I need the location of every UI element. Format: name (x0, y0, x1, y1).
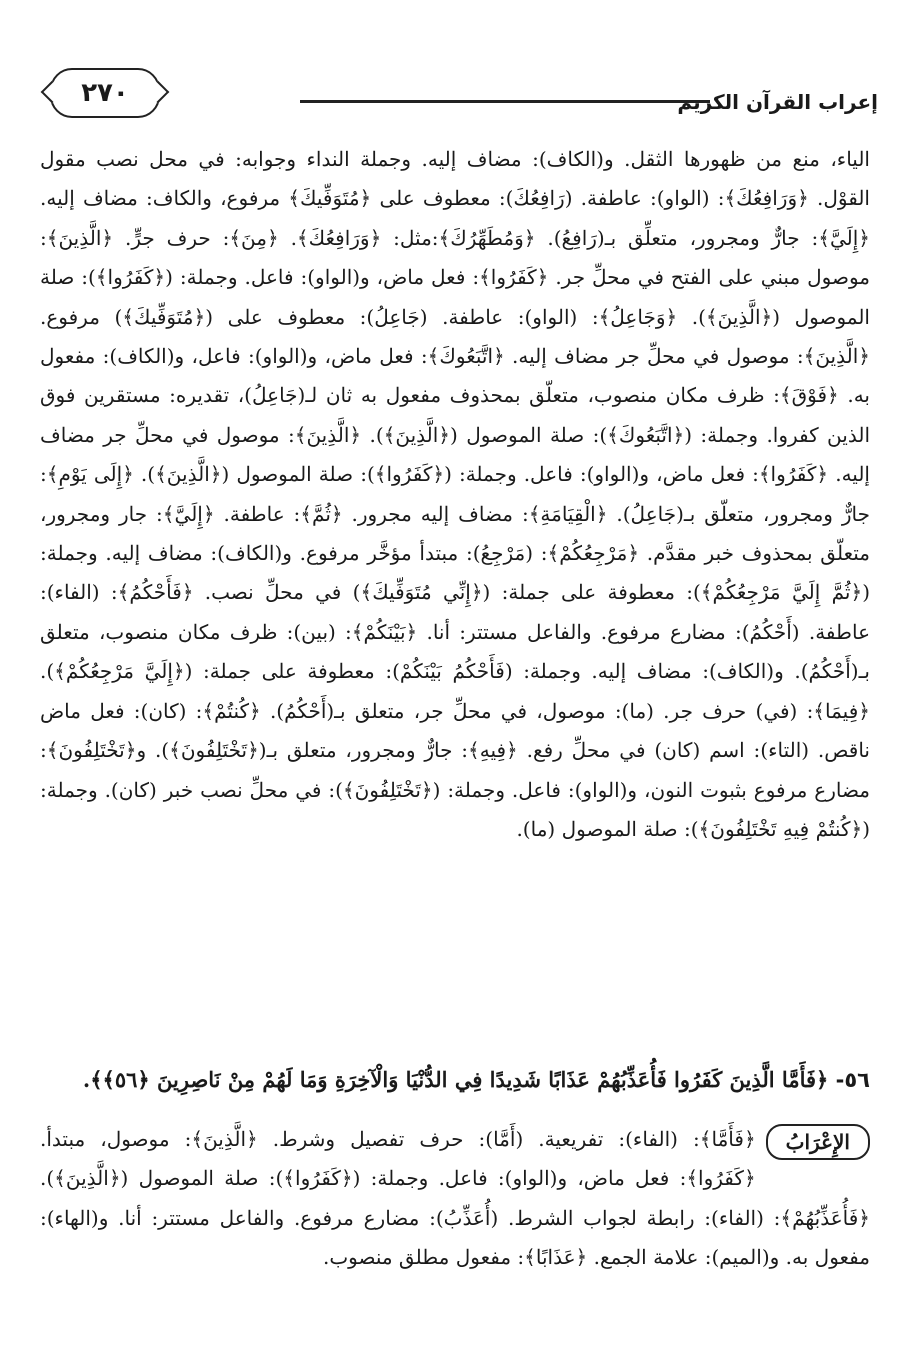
irab-label: الإِعْرَابُ (766, 1124, 870, 1160)
verse-line (40, 1062, 870, 1098)
irab-paragraph: ﴿فَأَمَّا﴾: (الفاء): تفريعية. (أَمَّا): حرف تفصيل وشرط. ﴿الَّذِينَ﴾: موصول، مبتدأ. ﴿كَفَرُوا﴾: فعل ماض، و(الواو): فاعل. وجملة: (﴿كَفَرُوا﴾): صلة الموصول (﴿الَّذِينَ﴾). ﴿فَأُعَذِّبُهُمْ﴾: (الفاء): رابطة لجواب الشرط. (أُعَذِّبُ): مضارع مرفوع. والفاعل مستتر: أنا. و(الهاء): مفعول به. و(الميم): علامة الجمع. ﴿عَذَابًا﴾: مفعول مطلق منصوب. (40, 1127, 870, 1270)
verse-number: ٥٦- (835, 1068, 870, 1092)
main-paragraph: الياء، منع من ظهورها الثقل. و(الكاف): مضاف إليه. وجملة النداء وجوابه: في محل نصب مقول القوْل. ﴿وَرَافِعُكَ﴾: (الواو): عاطفة. (رَافِعُكَ): معطوف على ﴿مُتَوَفِّيكَ﴾ مرفوع، والكاف: مضاف إليه. ﴿إِلَيَّ﴾: جارٌّ ومجرور، متعلِّق بـ(رَافِعُ). ﴿وَمُطَهِّرُكَ﴾:مثل: ﴿وَرَافِعُكَ﴾. ﴿مِنَ﴾: حرف جرٍّ. ﴿الَّذِينَ﴾: موصول مبني على الفتح في محلِّ جر. ﴿كَفَرُوا﴾: فعل ماض، و(الواو): فاعل. وجملة: (﴿كَفَرُوا﴾): صلة الموصول (﴿الَّذِينَ﴾). ﴿وَجَاعِلُ﴾: (الواو): عاطفة. (جَاعِلُ): معطوف على (﴿مُتَوَفِّيكَ﴾) مرفوع. ﴿الَّذِينَ﴾: موصول في محلِّ جر مضاف إليه. ﴿اتَّبَعُوكَ﴾: فعل ماض، و(الواو): فاعل، و(الكاف): مفعول به. ﴿فَوْقَ﴾: ظرف مكان منصوب، متعلّق بمحذوف مفعول به ثان لـ(جَاعِلُ)، تقديره: مستقرين فوق الذين كفروا. وجملة: (﴿اتَّبَعُوكَ﴾): صلة الموصول (﴿الَّذِينَ﴾). ﴿الَّذِينَ﴾: موصول في محلِّ جر مضاف إليه. ﴿كَفَرُوا﴾: فعل ماض، و(الواو): فاعل. وجملة: (﴿كَفَرُوا﴾): صلة الموصول (﴿الَّذِينَ﴾). ﴿إِلَى يَوْمِ﴾: جارٌّ ومجرور، متعلّق بـ(جَاعِلُ). ﴿الْقِيَامَةِ﴾: مضاف إليه مجرور. ﴿ثُمَّ﴾: عاطفة. ﴿إِلَيَّ﴾: جار ومجرور، متعلّق بمحذوف خبر مقدَّم. ﴿مَرْجِعُكُمْ﴾: (مَرْجِعُ): مبتدأ مؤخَّر مرفوع. و(الكاف): مضاف إليه. وجملة: (﴿ثُمَّ إِلَيَّ مَرْجِعُكُمْ﴾): معطوفة على جملة: (﴿إِنِّي مُتَوَفِّيكَ﴾) في محلِّ نصب. ﴿فَأَحْكُمُ﴾: (الفاء): عاطفة. (أَحْكُمُ): مضارع مرفوع. والفاعل مستتر: أنا. ﴿بَيْنَكُمْ﴾: (بين): ظرف مكان منصوب، متعلق بـ(أَحْكُمُ). و(الكاف): مضاف إليه. وجملة: (فَأَحْكُمُ بَيْنَكُمْ): معطوفة على جملة: (﴿إِلَيَّ مَرْجِعُكُمْ﴾). ﴿فِيمَا﴾: (في) حرف جر. (ما): موصول، في محلِّ جر، متعلق بـ(أَحْكُمُ). ﴿كُنتُمْ﴾: (كان): فعل ماض ناقص. (التاء): اسم (كان) في محلِّ رفع. ﴿فِيهِ﴾: جارٌّ ومجرور، متعلق بـ(﴿تَخْتَلِفُونَ﴾). و﴿تَخْتَلِفُونَ﴾: مضارع مرفوع بثبوت النون، و(الواو): فاعل. وجملة: (﴿تَخْتَلِفُونَ﴾): في محلِّ نصب خبر (كان). وجملة: (﴿كُنتُمْ فِيهِ تَخْتَلِفُونَ﴾): صلة الموصول (ما). (40, 147, 870, 841)
book-title: إعراب القرآن الكريم (677, 90, 878, 114)
header-rule (300, 100, 710, 103)
irab-section (40, 1120, 870, 1278)
page-number: ٢٧٠ (50, 68, 160, 118)
main-text (40, 140, 870, 849)
verse-text: ﴿فَأَمَّا الَّذِينَ كَفَرُوا فَأُعَذِّبُهُمْ عَذَابًا شَدِيدًا فِي الدُّنْيَا وَالْآخِرَةِ وَمَا لَهُمْ مِنْ نَاصِرِينَ ﴿٥٦﴾﴾. (82, 1067, 829, 1092)
page-header (30, 60, 878, 120)
